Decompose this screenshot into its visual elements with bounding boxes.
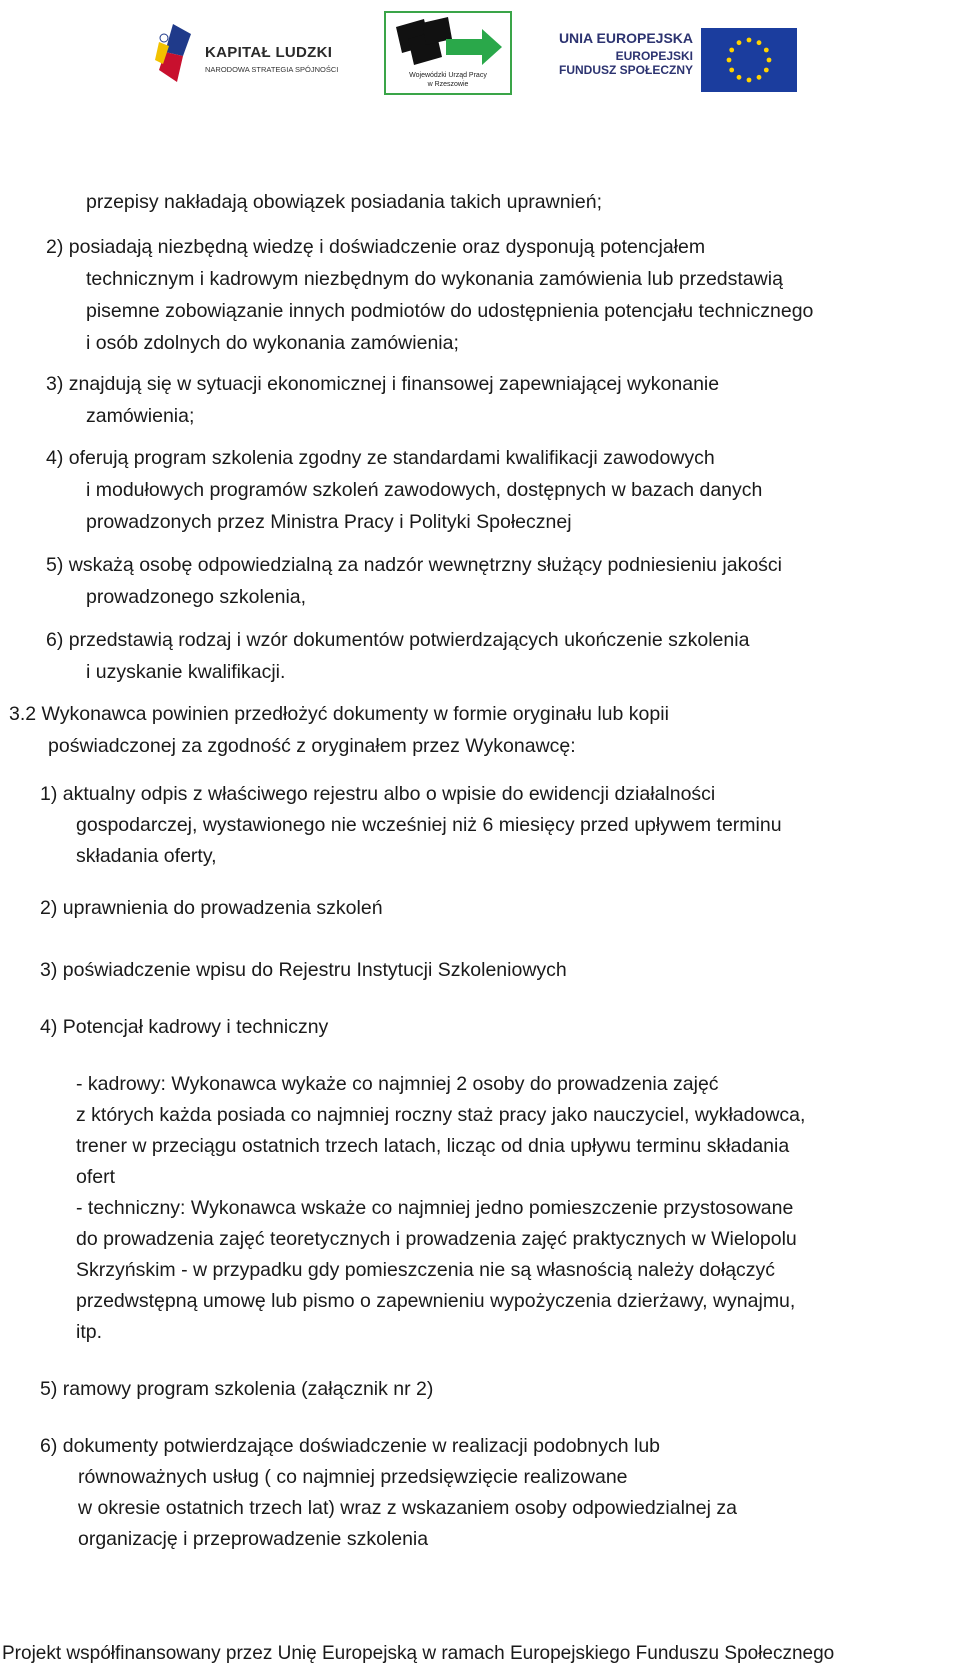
- text-line: - kadrowy: Wykonawca wykaże co najmniej 2 osoby do prowadzenia zajęć: [76, 1073, 719, 1095]
- page-footer: [0, 1639, 960, 1671]
- text-line: technicznym i kadrowym niezbędnym do wykonania zamówienia lub przedstawią: [86, 268, 783, 290]
- text-line: z których każda posiada co najmniej roczny staż pracy jako nauczyciel, wykładowca,: [76, 1104, 806, 1126]
- text-line: składania oferty,: [76, 845, 217, 867]
- text-line: - techniczny: Wykonawca wskaże co najmniej jedno pomieszczenie przystosowane: [76, 1197, 794, 1219]
- eu-flag-icon: [701, 28, 797, 92]
- list-item-6: 6) przedstawią rodzaj i wzór dokumentów potwierdzających ukończenie szkolenia: [46, 629, 750, 651]
- text-line: prowadzonego szkolenia,: [86, 586, 307, 608]
- text-line: i uzyskanie kwalifikacji.: [86, 661, 286, 683]
- eu-title: UNIA EUROPEJSKA: [558, 30, 693, 46]
- text-line: itp.: [76, 1321, 103, 1343]
- text-line: do prowadzenia zajęć teoretycznych i prowadzenia zajęć praktycznych w Wielopolu: [76, 1228, 797, 1250]
- wup-logo: [384, 11, 512, 95]
- text-line: i osób zdolnych do wykonania zamówienia;: [86, 332, 459, 354]
- kapital-ludzki-subtitle: NARODOWA STRATEGIA SPÓJNOŚCI: [205, 65, 339, 74]
- footer-text: Projekt współfinansowany przez Unię Europejską w ramach Europejskiego Funduszu Społecznego: [2, 1643, 835, 1664]
- eu-line3: FUNDUSZ SPOŁECZNY: [558, 63, 693, 77]
- list-item-5b: 5) ramowy program szkolenia (załącznik nr 2): [40, 1378, 434, 1400]
- list-item-4b: 4) Potencjał kadrowy i techniczny: [40, 1016, 329, 1038]
- list-item-2: 2) posiadają niezbędną wiedzę i doświadczenie oraz dysponują potencjałem: [46, 236, 706, 258]
- text-line: w okresie ostatnich trzech lat) wraz z wskazaniem osoby odpowiedzialnej za: [78, 1497, 737, 1519]
- section-heading-3-2: 3.2 Wykonawca powinien przedłożyć dokumenty w formie oryginału lub kopii: [9, 703, 669, 725]
- text-line: równoważnych usług ( co najmniej przedsięwzięcie realizowane: [78, 1466, 628, 1488]
- wup-mark-icon: [386, 17, 510, 73]
- wup-caption-line1: Wojewódzki Urząd Pracy: [409, 72, 487, 79]
- text-line: gospodarczej, wystawionego nie wcześniej niż 6 miesięcy przed upływem terminu: [76, 814, 782, 836]
- kapital-ludzki-logo: [155, 22, 345, 86]
- eu-logo: [552, 28, 797, 88]
- list-item-3b: 3) poświadczenie wpisu do Rejestru Instytucji Szkoleniowych: [40, 959, 567, 981]
- list-item-3: 3) znajdują się w sytuacji ekonomicznej i finansowej zapewniającej wykonanie: [46, 373, 720, 395]
- list-item-6b: 6) dokumenty potwierdzające doświadczenie w realizacji podobnych lub: [40, 1435, 661, 1457]
- list-item-4: 4) oferują program szkolenia zgodny ze standardami kwalifikacji zawodowych: [46, 447, 715, 469]
- list-item-5: 5) wskażą osobę odpowiedzialną za nadzór wewnętrzny służący podniesieniu jakości: [46, 554, 782, 576]
- text-line: przepisy nakładają obowiązek posiadania takich uprawnień;: [86, 191, 602, 213]
- kapital-ludzki-title: KAPITAŁ LUDZKI: [205, 44, 333, 61]
- list-item-2b: 2) uprawnienia do prowadzenia szkoleń: [40, 897, 383, 919]
- eu-line2: EUROPEJSKI: [615, 49, 693, 63]
- text-line: pisemne zobowiązanie innych podmiotów do udostępnienia potencjału technicznego: [86, 300, 814, 322]
- text-line: poświadczonej za zgodność z oryginałem przez Wykonawcę:: [48, 735, 576, 757]
- text-line: Skrzyńskim - w przypadku gdy pomieszczenia nie są własnością należy dołączyć: [76, 1259, 776, 1281]
- wup-caption-line2: w Rzeszowie: [427, 81, 469, 88]
- text-line: ofert: [76, 1166, 116, 1188]
- list-item-1: 1) aktualny odpis z właściwego rejestru albo o wpisie do ewidencji działalności: [40, 783, 716, 805]
- text-line: organizację i przeprowadzenie szkolenia: [78, 1528, 429, 1550]
- kapital-ludzki-mark-icon: [155, 24, 191, 82]
- text-line: zamówienia;: [86, 405, 195, 427]
- text-line: trener w przeciągu ostatnich trzech latach, licząc od dnia upływu terminu składania: [76, 1135, 790, 1157]
- text-line: prowadzonych przez Ministra Pracy i Polityki Społecznej: [86, 511, 572, 533]
- text-line: i modułowych programów szkoleń zawodowych, dostępnych w bazach danych: [86, 479, 763, 501]
- text-line: przedwstępną umowę lub pismo o zapewnieniu wypożyczenia dzierżawy, wynajmu,: [76, 1290, 796, 1312]
